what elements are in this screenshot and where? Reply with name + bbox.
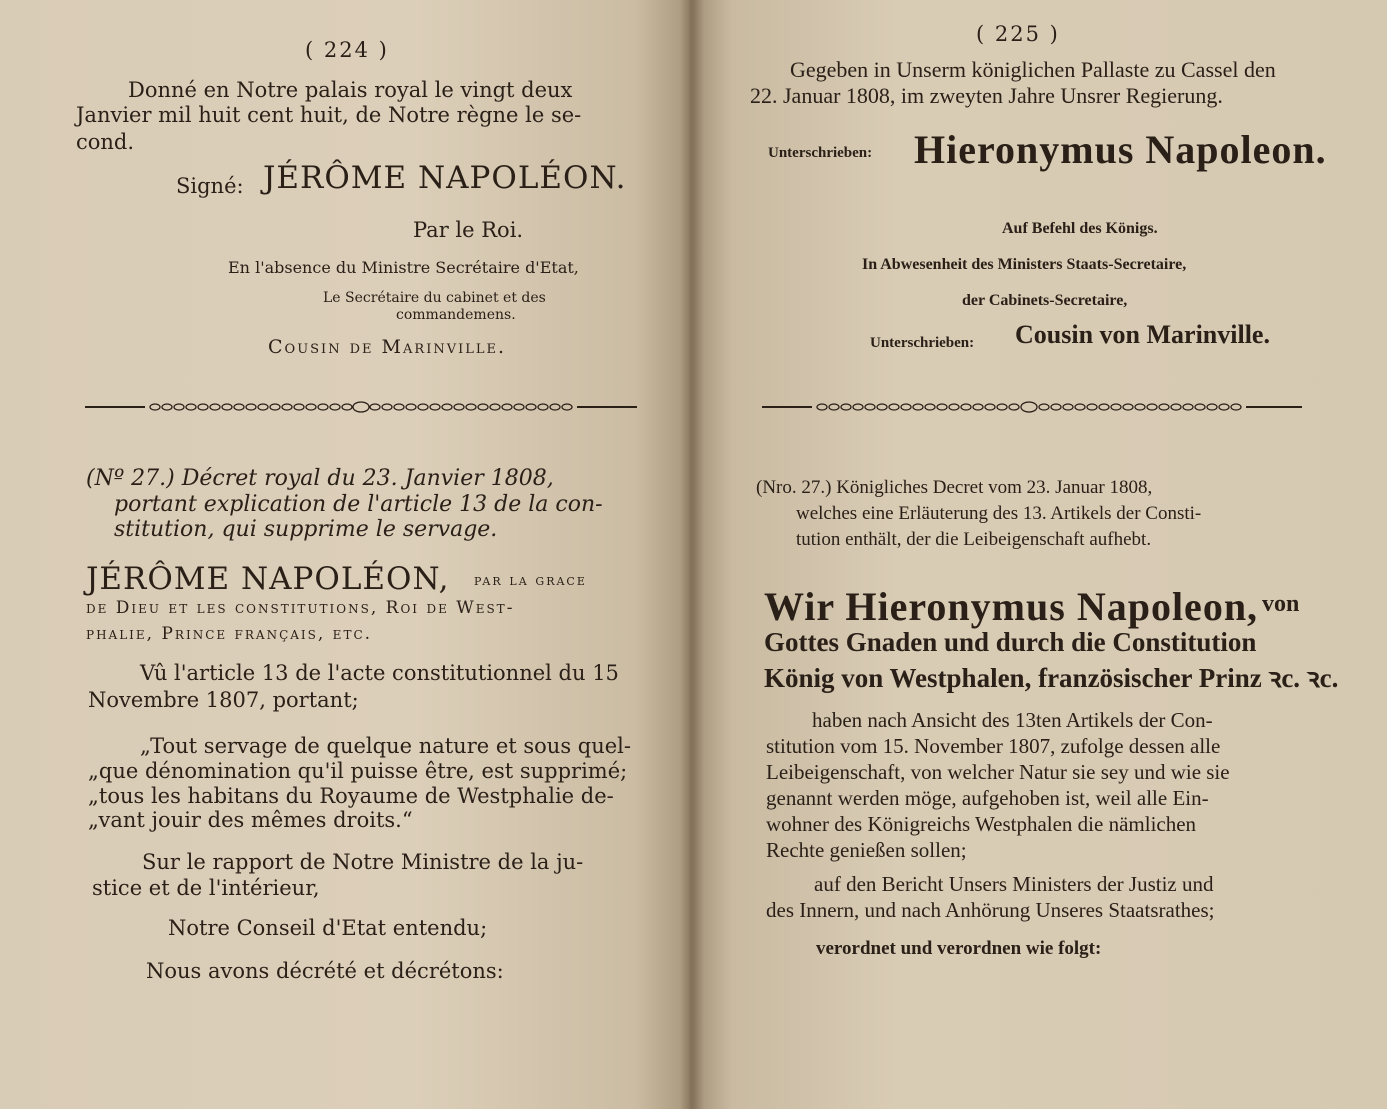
decree-title: welches eine Erläuterung des 13. Artikels der Consti-: [796, 503, 1202, 524]
book-gutter: [680, 0, 704, 1109]
given-line: 22. Januar 1808, im zweyten Jahre Unsrer Regierung.: [750, 83, 1223, 108]
decree-title: tution enthält, der die Leibeigenschaft aufhebt.: [796, 529, 1152, 550]
given-line: Janvier mil huit cent huit, de Notre règne le se-: [76, 103, 582, 127]
signed-name: Hieronymus Napoleon.: [914, 127, 1327, 172]
quote-line: „que dénomination qu'il puisse être, est supprimé;: [88, 759, 628, 783]
decree-title: (Nro. 27.) Königliches Decret vom 23. Januar 1808,: [756, 477, 1153, 498]
body-line: genannt werden möge, aufgehoben ist, weil alle Ein-: [766, 786, 1209, 810]
king-title: de Dieu et les constitutions, Roi de West-: [86, 598, 515, 618]
conseil-line: Notre Conseil d'Etat entendu;: [168, 916, 488, 940]
bericht-line: des Innern, und nach Anhörung Unseres Staatsrathes;: [766, 898, 1215, 922]
right-page: [690, 0, 1387, 1109]
king-von: von: [1262, 591, 1300, 617]
decree-title: portant explication de l'article 13 de la con-: [114, 492, 603, 517]
body-line: wohner des Königreichs Westphalen die nämlichen: [766, 812, 1197, 836]
king-title: phalie, Prince français, etc.: [86, 624, 373, 644]
body-line: stitution vom 15. November 1807, zufolge dessen alle: [766, 734, 1221, 758]
page-number: ( 225 ): [976, 22, 1060, 46]
vu-line: Novembre 1807, portant;: [88, 688, 359, 712]
body-line: Rechte genießen sollen;: [766, 838, 967, 862]
rapport-line: stice et de l'intérieur,: [92, 876, 320, 900]
befehl-line: Auf Befehl des Königs.: [1002, 220, 1158, 237]
decree-title: (Nº 27.) Décret royal du 23. Janvier 1808,: [86, 466, 554, 491]
cousin-signature: Cousin de Marinville.: [268, 336, 507, 358]
page-number: ( 224 ): [305, 38, 389, 62]
quote-line: „tous les habitans du Royaume de Westphalie de-: [88, 784, 614, 808]
signed-label: Unterschrieben:: [768, 145, 873, 161]
rapport-line: Sur le rapport de Notre Ministre de la ju-: [142, 850, 584, 874]
cousin-label: Unterschrieben:: [870, 335, 975, 351]
ornament-divider: [85, 400, 637, 414]
given-line: Donné en Notre palais royal le vingt deux: [128, 78, 573, 102]
secretary-line: Le Secrétaire du cabinet et des: [323, 290, 546, 306]
signed-label: Signé:: [176, 174, 244, 198]
given-line: Gegeben in Unserm königlichen Pallaste zu Cassel den: [790, 57, 1276, 82]
bericht-line: auf den Bericht Unsers Ministers der Justiz und: [814, 872, 1214, 896]
cousin-signature: Cousin von Marinville.: [1015, 320, 1270, 349]
king-title: König von Westphalen, französischer Prinz ꝛc. ꝛc.: [764, 663, 1339, 693]
signed-name: JÉRÔME NAPOLÉON.: [263, 160, 627, 196]
verordnet-line: verordnet und verordnen wie folgt:: [816, 938, 1102, 959]
quote-line: „Tout servage de quelque nature et sous quel-: [140, 734, 631, 758]
par-le-roi: Par le Roi.: [413, 218, 524, 242]
secretary-line: commandemens.: [396, 307, 516, 323]
decretons-line: Nous avons décrété et décrétons:: [146, 959, 504, 983]
cabinets-line: der Cabinets-Secretaire,: [962, 292, 1128, 309]
ornament-divider: [762, 400, 1302, 414]
king-name: JÉRÔME NAPOLÉON,: [86, 561, 450, 597]
given-line: cond.: [76, 130, 135, 154]
king-name: Wir Hieronymus Napoleon,: [764, 584, 1259, 629]
vu-line: Vû l'article 13 de l'acte constitutionnel du 15: [140, 661, 619, 685]
body-line: haben nach Ansicht des 13ten Artikels der Con-: [812, 708, 1213, 732]
decree-title: stitution, qui supprime le servage.: [114, 517, 498, 542]
king-title: par la grace: [474, 571, 587, 589]
quote-line: „vant jouir des mêmes droits.“: [88, 808, 413, 832]
left-page: [0, 0, 690, 1109]
absence-line: En l'absence du Ministre Secrétaire d'Etat,: [228, 258, 579, 277]
king-title: Gottes Gnaden und durch die Constitution: [764, 627, 1257, 657]
body-line: Leibeigenschaft, von welcher Natur sie sey und wie sie: [766, 760, 1230, 784]
abwesenheit-line: In Abwesenheit des Ministers Staats-Secretaire,: [862, 256, 1187, 273]
